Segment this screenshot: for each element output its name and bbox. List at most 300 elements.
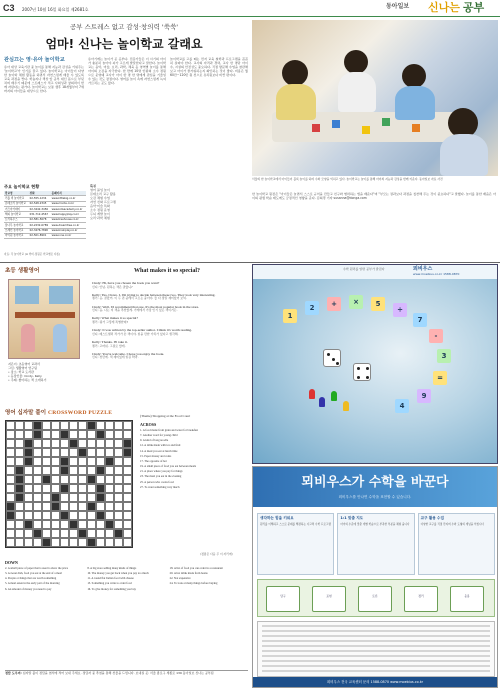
clue-item: 14. A meal you eat at lunch time [140, 448, 178, 453]
crossword-cell [6, 502, 15, 511]
cartoon-window [49, 286, 73, 304]
ad2-list-line [262, 665, 490, 667]
crossword-cell[interactable] [105, 511, 114, 520]
crossword-cell[interactable] [33, 484, 42, 493]
crossword-cell[interactable] [42, 511, 51, 520]
crossword-cell[interactable] [96, 538, 105, 547]
down-clues-heading: DOWN [5, 560, 18, 565]
table-cell: 브레인 놀이학교 [4, 228, 29, 233]
down-clues-list [5, 567, 248, 591]
crossword-cell[interactable] [123, 466, 132, 475]
crossword-cell[interactable] [51, 475, 60, 484]
crossword-cell[interactable] [96, 439, 105, 448]
crossword-cell[interactable] [105, 421, 114, 430]
crossword-cell[interactable] [51, 520, 60, 529]
crossword-cell[interactable] [24, 475, 33, 484]
crossword-cell[interactable] [105, 484, 114, 493]
crossword-cell[interactable] [78, 439, 87, 448]
crossword-cell [51, 493, 60, 502]
crossword-cell[interactable] [69, 466, 78, 475]
crossword-cell[interactable] [33, 520, 42, 529]
ad2-feature-title: 1:1 맞춤 지도 [340, 516, 364, 520]
crossword-cell[interactable] [15, 448, 24, 457]
crossword-cell[interactable] [123, 529, 132, 538]
dialogue-korean: 신디: 베스트셀러 작가가 쓴 책이야. 읽을 만한 가치가 있다고 생각해. [92, 331, 179, 336]
crossword-cell[interactable] [60, 520, 69, 529]
crossword-cell[interactable] [69, 493, 78, 502]
cartoon-person [21, 324, 35, 352]
crossword-cell[interactable] [33, 502, 42, 511]
table-feature-cell: 요리·과학 체험 [90, 216, 110, 221]
crossword-cell[interactable] [24, 502, 33, 511]
dialogue-line [92, 340, 242, 348]
crossword-cell[interactable] [51, 457, 60, 466]
crossword-cell[interactable] [15, 538, 24, 547]
section-brand-tail: 공부 [462, 1, 485, 14]
ad2-feature-text: 아이의 수준에 맞춘 개별 학습으로 부족한 부분을 채워 줍니다 [340, 522, 410, 526]
crossword-cell[interactable] [15, 457, 24, 466]
crossword-cell[interactable] [105, 502, 114, 511]
page-number: C3 [3, 3, 15, 13]
crossword-cell[interactable] [60, 538, 69, 547]
crossword-cell[interactable] [123, 430, 132, 439]
crossword-cell[interactable] [123, 538, 132, 547]
clue-item: 22. Not expensive [169, 576, 191, 581]
crossword-cell[interactable] [114, 484, 123, 493]
crossword-cell[interactable] [114, 457, 123, 466]
english-section-logo: 초등 생활영어 [5, 268, 40, 274]
crossword-cell[interactable] [51, 439, 60, 448]
crossword-cell[interactable] [24, 511, 33, 520]
ad2-list-line [262, 645, 490, 647]
ad2-step: 응용 [450, 586, 484, 612]
crossword-cell[interactable] [105, 538, 114, 547]
crossword-cell [60, 466, 69, 475]
crossword-cell[interactable] [24, 484, 33, 493]
photo-child-head [282, 60, 308, 86]
photo-child-body [395, 86, 435, 120]
ad2-list-line [262, 625, 490, 627]
crossword-cell[interactable] [6, 538, 15, 547]
clue-item: 4. People or things that are worth something [5, 576, 57, 581]
table-cell: www.dreamtree.co.kr [51, 223, 86, 228]
crossword-cell[interactable] [33, 493, 42, 502]
crossword-cell[interactable] [69, 430, 78, 439]
crossword-cell[interactable] [114, 448, 123, 457]
crossword-cell[interactable] [42, 484, 51, 493]
crossword-cell [33, 430, 42, 439]
board-game-piece [343, 401, 349, 411]
crossword-footer [5, 670, 248, 676]
crossword-cell[interactable] [69, 448, 78, 457]
crossword-cell [96, 493, 105, 502]
table-feature-cell: 두뇌 계발 놀이 [90, 212, 110, 217]
crossword-cell [60, 484, 69, 493]
crossword-cell [42, 538, 51, 547]
crossword-cell[interactable] [105, 475, 114, 484]
english-info-line: 지은이: 초등영어 교과서 [8, 362, 40, 366]
crossword-cell[interactable] [105, 493, 114, 502]
crossword-cell[interactable] [78, 484, 87, 493]
crossword-cell[interactable] [105, 466, 114, 475]
crossword-cell[interactable] [96, 448, 105, 457]
ad2-list-line [262, 630, 490, 632]
crossword-cell[interactable] [69, 511, 78, 520]
crossword-cell[interactable] [33, 457, 42, 466]
crossword-cell[interactable] [78, 475, 87, 484]
crossword-cell[interactable] [15, 520, 24, 529]
board-die [353, 363, 371, 381]
dialogue-english: Cindy: You're welcome. I hope you enjoy the book. [92, 351, 165, 356]
english-info-box [8, 363, 86, 382]
clue-item: 21. A place where you pay for things [140, 469, 183, 474]
clue-item: 9. A kind of long noodle [140, 438, 169, 443]
clue-item: 25. A person who cooks food [140, 479, 174, 484]
crossword-cell[interactable] [87, 466, 96, 475]
crossword-cell[interactable] [51, 484, 60, 493]
table-cell: www.littlebig.co.kr [51, 196, 86, 201]
crossword-cell[interactable] [42, 448, 51, 457]
crossword-cell[interactable] [6, 475, 15, 484]
crossword-cell[interactable] [114, 421, 123, 430]
crossword-cell [87, 502, 96, 511]
crossword-footer-text: 십자말 풀이 정답을 엽서에 적어 보내 주세요. 정답자 중 추첨을 통해 선물을 드립니다. 보내실 곳: 서울 종로구 세종로 139 동아일보 신나는 공부팀 [22, 671, 214, 675]
clue-item: 8. A big store selling many kinds of things [87, 566, 137, 570]
crossword-cell[interactable] [51, 466, 60, 475]
table-row [4, 233, 86, 238]
crossword-cell[interactable] [6, 421, 15, 430]
crossword-cell[interactable] [78, 511, 87, 520]
ad2-feature-columns [257, 513, 495, 575]
table-cell: 02-555-1234 [29, 196, 51, 201]
crossword-cell[interactable] [6, 529, 15, 538]
table-feature-cell: 자연 친화 프로그램 [90, 200, 116, 205]
crossword-cell [6, 511, 15, 520]
crossword-cell[interactable] [51, 430, 60, 439]
crossword-cell[interactable] [78, 520, 87, 529]
crossword-cell[interactable] [60, 448, 69, 457]
crossword-cell[interactable] [87, 520, 96, 529]
cartoon-window [15, 286, 39, 304]
crossword-cell[interactable] [15, 502, 24, 511]
clue-item: 11. A round flat Italian food with cheese [87, 576, 134, 581]
table-cell: 02-2232-6789 [29, 223, 51, 228]
ad2-branch-list [257, 621, 495, 677]
crossword-cell[interactable] [114, 538, 123, 547]
dialogue-korean: 켈리: 고마워. 그걸로 할게. [92, 343, 126, 348]
crossword-cell[interactable] [96, 421, 105, 430]
crossword-cell[interactable] [6, 457, 15, 466]
crossword-cell[interactable] [6, 439, 15, 448]
crossword-cell[interactable] [15, 511, 24, 520]
crossword-cell[interactable] [60, 475, 69, 484]
crossword-cell[interactable] [69, 457, 78, 466]
ad1-brand: 뫼비우스 [413, 266, 433, 272]
crossword-cell[interactable] [42, 493, 51, 502]
crossword-cell [114, 529, 123, 538]
photo-child-body [440, 134, 488, 176]
photo-toy-block [362, 126, 370, 134]
ad2-list-line [262, 635, 490, 637]
math-academy-advertisement [252, 466, 498, 688]
photo-child-body [276, 84, 316, 120]
crossword-cell[interactable] [6, 430, 15, 439]
table-cell: www.happyplay.co.kr [51, 212, 86, 217]
crossword-cell[interactable] [78, 493, 87, 502]
board-tile: = [433, 371, 447, 385]
ad1-game-board [253, 279, 498, 464]
crossword-cell[interactable] [123, 511, 132, 520]
crossword-cell[interactable] [87, 448, 96, 457]
crossword-cell[interactable] [78, 502, 87, 511]
crossword-cell[interactable] [15, 421, 24, 430]
crossword-cell[interactable] [15, 439, 24, 448]
crossword-cell[interactable] [87, 457, 96, 466]
crossword-cell[interactable] [33, 448, 42, 457]
crossword-cell[interactable] [60, 439, 69, 448]
crossword-cell[interactable] [105, 439, 114, 448]
crossword-cell[interactable] [60, 493, 69, 502]
article-text-column-3: 놀이학교를 고를 때는 먼저 교육 철학과 프로그램을 꼼꼼히 살펴야 한다. 교사의 자격과 경력, 교사 한 명당 아이 수, 시설의 안전성도 중요하다. 직접 방문해 수업을 참관해 보고 아이가 즐거워하는지 확인하는 것이 좋다. 비용은 월 60만~120만 원 선으로 유치원보다 비싼 편이다. [170, 57, 248, 78]
crossword-cell[interactable] [42, 421, 51, 430]
english-info-line: • 장소: 학교 도서관 [8, 369, 34, 374]
crossword-cell[interactable] [114, 511, 123, 520]
crossword-cell[interactable] [60, 421, 69, 430]
crossword-cell[interactable] [123, 475, 132, 484]
crossword-cell[interactable] [87, 439, 96, 448]
english-info-line: • 등장인물: Cindy, Kelly [8, 373, 42, 378]
article-text-column-4: 한 놀이학교 원장은 "아이들은 놀면서 스스로 규칙을 만들고 친구와 협력하는 법을 배운다"며 "부모는 결과보다 과정을 칭찬해 주는 것이 중요하다"고 말했다. 놀이를 통한 배움은 아이의 평생 학습 태도에도 긍정적인 영향을 준다. 김희경 기자 susanna@donga.com [252, 192, 496, 201]
table-cell: 02-548-2345 [29, 201, 51, 206]
crossword-cell[interactable] [51, 421, 60, 430]
photo-toy-block [312, 124, 320, 132]
crossword-cell [96, 466, 105, 475]
crossword-cell[interactable] [87, 529, 96, 538]
crossword-cell[interactable] [42, 520, 51, 529]
crossword-cell[interactable] [114, 430, 123, 439]
ad2-list-line [262, 670, 490, 672]
crossword-cell[interactable] [24, 466, 33, 475]
table-extra-column [90, 184, 248, 220]
clue-item: 27. To want something very much [140, 484, 180, 489]
table-cell: www.ione.co.kr [51, 233, 86, 238]
crossword-cell[interactable] [42, 439, 51, 448]
across-clues-heading: ACROSS [140, 422, 157, 427]
crossword-cell[interactable] [33, 538, 42, 547]
crossword-cell [51, 502, 60, 511]
ad2-list-line [262, 655, 490, 657]
crossword-cell[interactable] [51, 538, 60, 547]
crossword-cell[interactable] [33, 439, 42, 448]
clue-item: 3. A sweet dish, food you eat at the end of a meal [5, 571, 62, 576]
photo-caption: 서울의 한 놀이학교에서 아이들이 블록 놀이를 하며 수와 모양을 익히고 있다. 놀이학교는 놀이를 통해 아이의 지능과 감성을 함께 키운다. 동아일보 자료 사진 [252, 177, 443, 181]
table-feature-cell: 음악·미술 특화 [90, 204, 110, 209]
crossword-cell[interactable] [42, 430, 51, 439]
crossword-cell[interactable] [33, 466, 42, 475]
crossword-cell[interactable] [87, 493, 96, 502]
crossword-cell [96, 484, 105, 493]
dialogue-line [92, 352, 242, 360]
crossword-cell[interactable] [42, 502, 51, 511]
crossword-cell[interactable] [15, 529, 24, 538]
crossword-cell [78, 448, 87, 457]
dialogue-english: Cindy: It was written by the top-seller author. I think it's worth reading. [92, 328, 192, 333]
table-cell: 해피 놀이학교 [4, 212, 29, 217]
crossword-cell[interactable] [96, 520, 105, 529]
school-table-title: 주요 놀이학교 현황 [4, 184, 40, 189]
crossword-cell[interactable] [87, 511, 96, 520]
crossword-cell[interactable] [114, 439, 123, 448]
clue-item: 6. An amount of money you need to pay [5, 586, 52, 591]
crossword-cell[interactable] [6, 448, 15, 457]
crossword-cell[interactable] [123, 502, 132, 511]
crossword-cell[interactable] [78, 430, 87, 439]
crossword-cell [24, 448, 33, 457]
crossword-cell[interactable] [96, 529, 105, 538]
clue-item: 15. Paper money and coins [140, 453, 172, 458]
table-cell: 키즈아카데미 [4, 207, 29, 212]
crossword-cell[interactable] [51, 511, 60, 520]
photo-toy-block [382, 118, 390, 126]
crossword-cell[interactable] [33, 511, 42, 520]
school-table [4, 191, 86, 239]
table-cell: www.treehouse.co.kr [51, 217, 86, 222]
crossword-cell[interactable] [24, 529, 33, 538]
table-cell: 꿈나무 놀이학교 [4, 223, 29, 228]
crossword-logo-ko: 영어 십자말 풀이 [5, 410, 47, 416]
crossword-cell[interactable] [42, 457, 51, 466]
clue-item: 10. The money you get back when you pay too much [87, 571, 149, 576]
crossword-cell[interactable] [69, 484, 78, 493]
board-tile: 9 [417, 389, 431, 403]
clue-item: 19. A small piece of food you eat between meals [140, 464, 197, 469]
crossword-cell[interactable] [105, 529, 114, 538]
crossword-cell[interactable] [69, 529, 78, 538]
ad2-feature [337, 513, 414, 575]
crossword-grid[interactable] [5, 420, 133, 548]
crossword-cell[interactable] [123, 520, 132, 529]
crossword-cell[interactable] [78, 538, 87, 547]
table-header-cell: 전화 [29, 191, 51, 196]
article-subhead: 공부 스트레스 없고 감성·창의력 '쑥쑥' [69, 23, 179, 31]
crossword-cell[interactable] [105, 430, 114, 439]
clue-item: 12. A drink made with ice and fruit [140, 443, 181, 448]
crossword-cell[interactable] [114, 520, 123, 529]
crossword-cell[interactable] [60, 502, 69, 511]
crossword-logo [5, 410, 112, 417]
crossword-cell[interactable] [51, 529, 60, 538]
crossword-cell[interactable] [123, 421, 132, 430]
crossword-cell[interactable] [6, 466, 15, 475]
crossword-cell[interactable] [78, 466, 87, 475]
crossword-cell[interactable] [114, 475, 123, 484]
dialogue-korean: 신디: 안녕, 원하는 책은 골랐니? [92, 284, 133, 289]
table-header-cell: 홈페이지 [51, 191, 86, 196]
crossword-cell[interactable] [78, 421, 87, 430]
crossword-cell[interactable] [24, 493, 33, 502]
crossword-cell[interactable] [105, 448, 114, 457]
crossword-cell[interactable] [114, 502, 123, 511]
clue-item: 24. To look at many things before buying [169, 581, 218, 586]
crossword-cell [60, 457, 69, 466]
crossword-cell[interactable] [69, 538, 78, 547]
crossword-cell[interactable] [78, 457, 87, 466]
crossword-cell [105, 457, 114, 466]
crossword-cell[interactable] [42, 466, 51, 475]
across-clues-list [140, 429, 248, 491]
clue-item: 13. Something you write to order food [87, 581, 132, 586]
crossword-cell [96, 511, 105, 520]
crossword-footer-label: 정답 도우미: [5, 671, 22, 675]
crossword-cell[interactable] [33, 475, 42, 484]
math-game-advertisement [252, 264, 498, 464]
article-text-column-1: 유아 대상 교육기관 중 놀이를 통해 지능과 감성을 키워주는 '놀이학교'가 인기를 끌고 있다. 놀이학교는 아이들이 다양한 놀이와 체험 활동을 하면서 자연스럽게 배울 수 있도록 교육 과정을 짠다. 학습지나 책상 앞 공부 대신 몸으로 부딪치며 배우기 때문에 스트레스가 적고 사회성과 창의력이 함께 자란다는 평가다. 놀이학교는 보통 생후 18개월부터 7세까지의 아이들을 대상으로 한다. [4, 65, 84, 94]
crossword-cell [33, 421, 42, 430]
crossword-theme: (Theme) Shopping at the Food Court [140, 414, 191, 418]
crossword-cell[interactable] [6, 484, 15, 493]
article-section-head: 관심끄는 영·유아 놀이학교 [4, 57, 65, 63]
crossword-cell [96, 430, 105, 439]
crossword-cell[interactable] [24, 430, 33, 439]
crossword-cell[interactable] [24, 421, 33, 430]
crossword-cell [87, 475, 96, 484]
crossword-cell[interactable] [6, 493, 15, 502]
ad2-list-line [262, 650, 490, 652]
crossword-cell[interactable] [114, 466, 123, 475]
crossword-cell[interactable] [96, 502, 105, 511]
dialogue-line [92, 293, 242, 301]
crossword-cell[interactable] [69, 502, 78, 511]
crossword-answer-note: (정답은 다음 주 이 자리에) [200, 552, 233, 556]
crossword-cell [60, 430, 69, 439]
crossword-cell[interactable] [60, 529, 69, 538]
board-tile: × [349, 295, 363, 309]
english-dialogue [92, 281, 242, 364]
clue-item: 23. The meal you eat in the evening [140, 474, 182, 479]
crossword-cell[interactable] [114, 493, 123, 502]
crossword-cell[interactable] [96, 475, 105, 484]
crossword-cell[interactable] [42, 529, 51, 538]
crossword-cell [15, 475, 24, 484]
crossword-cell [123, 439, 132, 448]
board-tile: 2 [305, 301, 319, 315]
crossword-cell[interactable] [96, 457, 105, 466]
crossword-cell[interactable] [69, 475, 78, 484]
crossword-cell[interactable] [6, 520, 15, 529]
crossword-cell[interactable] [123, 493, 132, 502]
clue-item: 16. To give money for something you buy [87, 586, 136, 591]
crossword-cell[interactable] [87, 430, 96, 439]
article-photo [252, 20, 498, 176]
crossword-cell[interactable] [51, 448, 60, 457]
crossword-cell[interactable] [123, 457, 132, 466]
crossword-cell[interactable] [15, 430, 24, 439]
table-source-note: 자료: 각 놀이학교 (※ 학비·정원은 학교별로 다름) [4, 253, 60, 256]
crossword-cell[interactable] [87, 484, 96, 493]
cartoon-person [53, 324, 67, 352]
board-tile: + [327, 297, 341, 311]
crossword-cell[interactable] [69, 421, 78, 430]
crossword-cell [24, 439, 33, 448]
board-tile: - [429, 329, 443, 343]
board-tile: 3 [437, 349, 451, 363]
english-info-line: • 주제: 좋아하는 책 소개하기 [8, 377, 47, 382]
crossword-cell[interactable] [123, 484, 132, 493]
crossword-cell[interactable] [24, 538, 33, 547]
english-info-line: 그림: 생활영어 연구팀 [8, 365, 38, 370]
dialogue-korean: 신디: 음, 나는 저 책을 추천할게. 가게에서 가장 인기 있는 책이거든. [92, 308, 178, 313]
dialogue-english: Cindy: Hi, have you chosen the book you want? [92, 281, 160, 285]
